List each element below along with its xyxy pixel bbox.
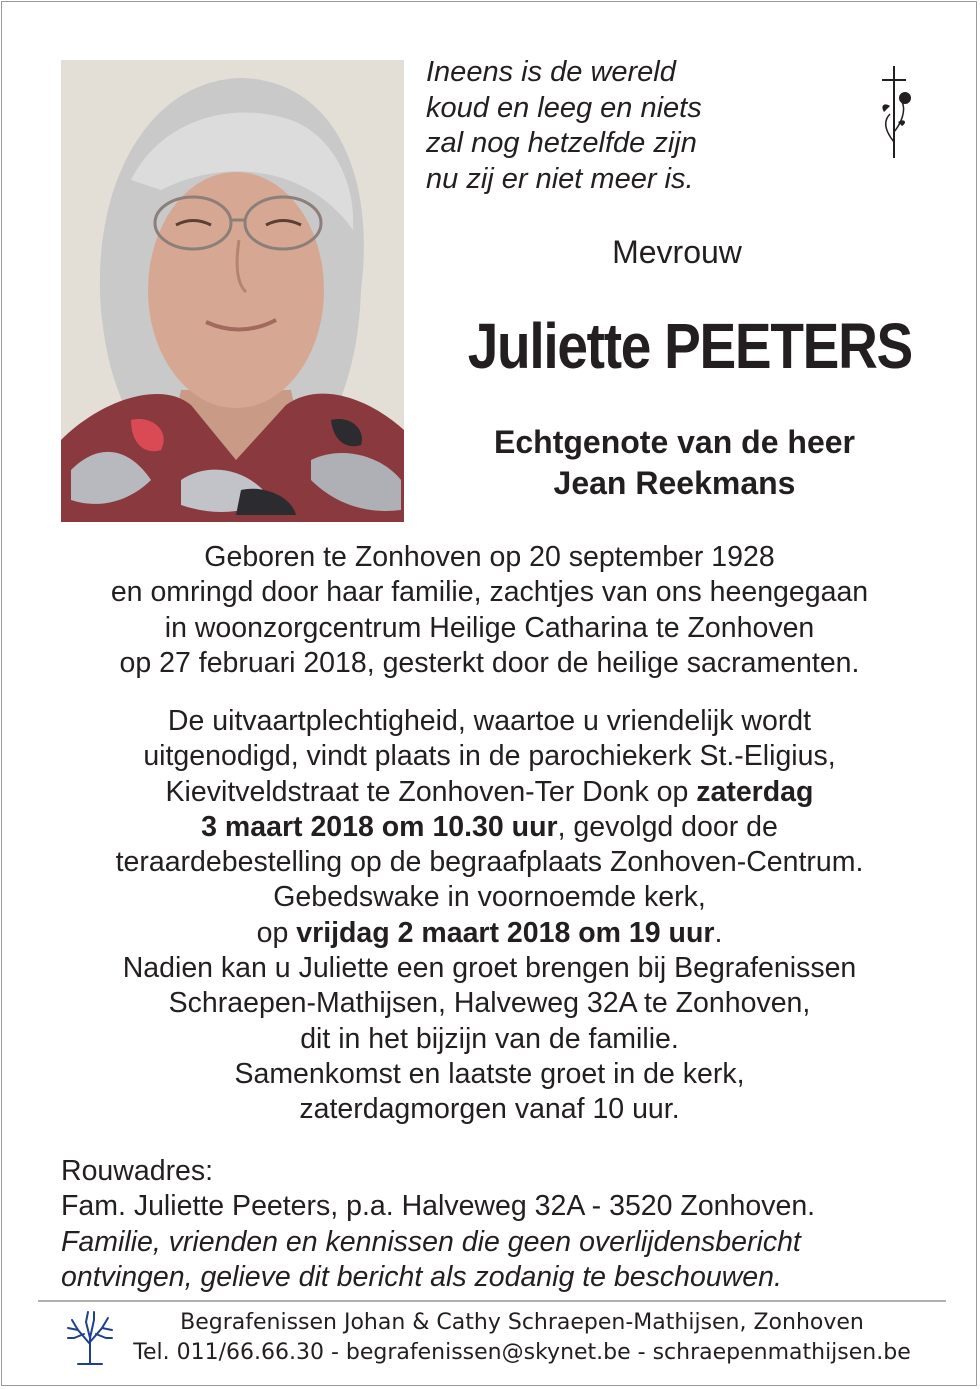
spouse-info [432, 422, 917, 504]
funeral-home-name: Begrafenissen Johan & Cathy Schraepen-Mathijsen, Zonhoven [180, 1310, 864, 1335]
text-line: en omringd door haar familie, zachtjes van ons heengegaan [110, 576, 869, 609]
funeral-day: zaterdag [696, 775, 814, 808]
deceased-name: Juliette PEETERS [467, 310, 912, 382]
address-label: Rouwadres: [61, 1155, 214, 1187]
text-span: . [714, 916, 723, 949]
poem [426, 55, 846, 197]
funeral-home-footer [122, 1308, 922, 1368]
birth-death-paragraph [52, 540, 927, 681]
spouse-line: Echtgenote van de heer [494, 424, 855, 460]
poem-line: koud en leeg en niets [426, 91, 702, 124]
address-note: ontvingen, gelieve dit bericht als zodanig te beschouwen. [61, 1260, 782, 1293]
vigil-date-time: vrijdag 2 maart 2018 om 19 uur [296, 916, 715, 949]
text-line: Samenkomst en laatste groet in de kerk, [234, 1057, 745, 1090]
obituary-card [1, 1, 977, 1386]
poem-line: nu zij er niet meer is. [426, 162, 694, 195]
text-line: teraardebestelling op de begraafplaats Zonhoven-Centrum. [115, 846, 864, 879]
text-line: Geboren te Zonhoven op 20 september 1928 [204, 541, 775, 573]
text-line: in woonzorgcentrum Heilige Catharina te Zonhoven [164, 611, 815, 644]
funeral-date-time: 3 maart 2018 om 10.30 uur [201, 810, 558, 843]
text-line [52, 775, 927, 810]
text-span: op [256, 916, 297, 949]
funeral-home-contact: Tel. 011/66.66.30 - begrafenissen@skynet.be - schraepenmathijsen.be [133, 1340, 911, 1365]
footer-divider [38, 1300, 946, 1302]
tree-logo-icon [64, 1308, 116, 1366]
portrait-photo [61, 60, 404, 522]
text-line: dit in het bijzijn van de familie. [300, 1022, 679, 1055]
poem-line: Ineens is de wereld [426, 56, 676, 88]
cross-with-rose-icon [872, 62, 922, 162]
mourning-address [61, 1154, 941, 1295]
funeral-paragraph [52, 704, 927, 1128]
text-span: , gevolgd door de [557, 810, 778, 843]
text-line: Schraepen-Mathijsen, Halveweg 32A te Zonhoven, [168, 987, 811, 1020]
address-line: Fam. Juliette Peeters, p.a. Halveweg 32A - 3520 Zonhoven. [61, 1190, 816, 1223]
salutation: Mevrouw [612, 234, 742, 270]
poem-line: zal nog hetzelfde zijn [426, 127, 697, 159]
text-line: Nadien kan u Juliette een groet brengen bij Begrafenissen [122, 952, 857, 985]
address-note: Familie, vrienden en kennissen die geen overlijdensbericht [61, 1225, 801, 1258]
text-line: zaterdagmorgen vanaf 10 uur. [299, 1093, 680, 1126]
text-line [52, 810, 927, 845]
text-span: Kievitveldstraat te Zonhoven-Ter Donk op [165, 775, 697, 808]
text-line [52, 916, 927, 951]
text-line: De uitvaartplechtigheid, waartoe u vriendelijk wordt [167, 705, 812, 737]
spouse-line: Jean Reekmans [553, 465, 796, 501]
text-line: Gebedswake in voornoemde kerk, [273, 881, 706, 914]
text-line: op 27 februari 2018, gesterkt door de heilige sacramenten. [119, 646, 860, 679]
text-line: uitgenodigd, vindt plaats in de parochiekerk St.-Eligius, [143, 740, 836, 773]
